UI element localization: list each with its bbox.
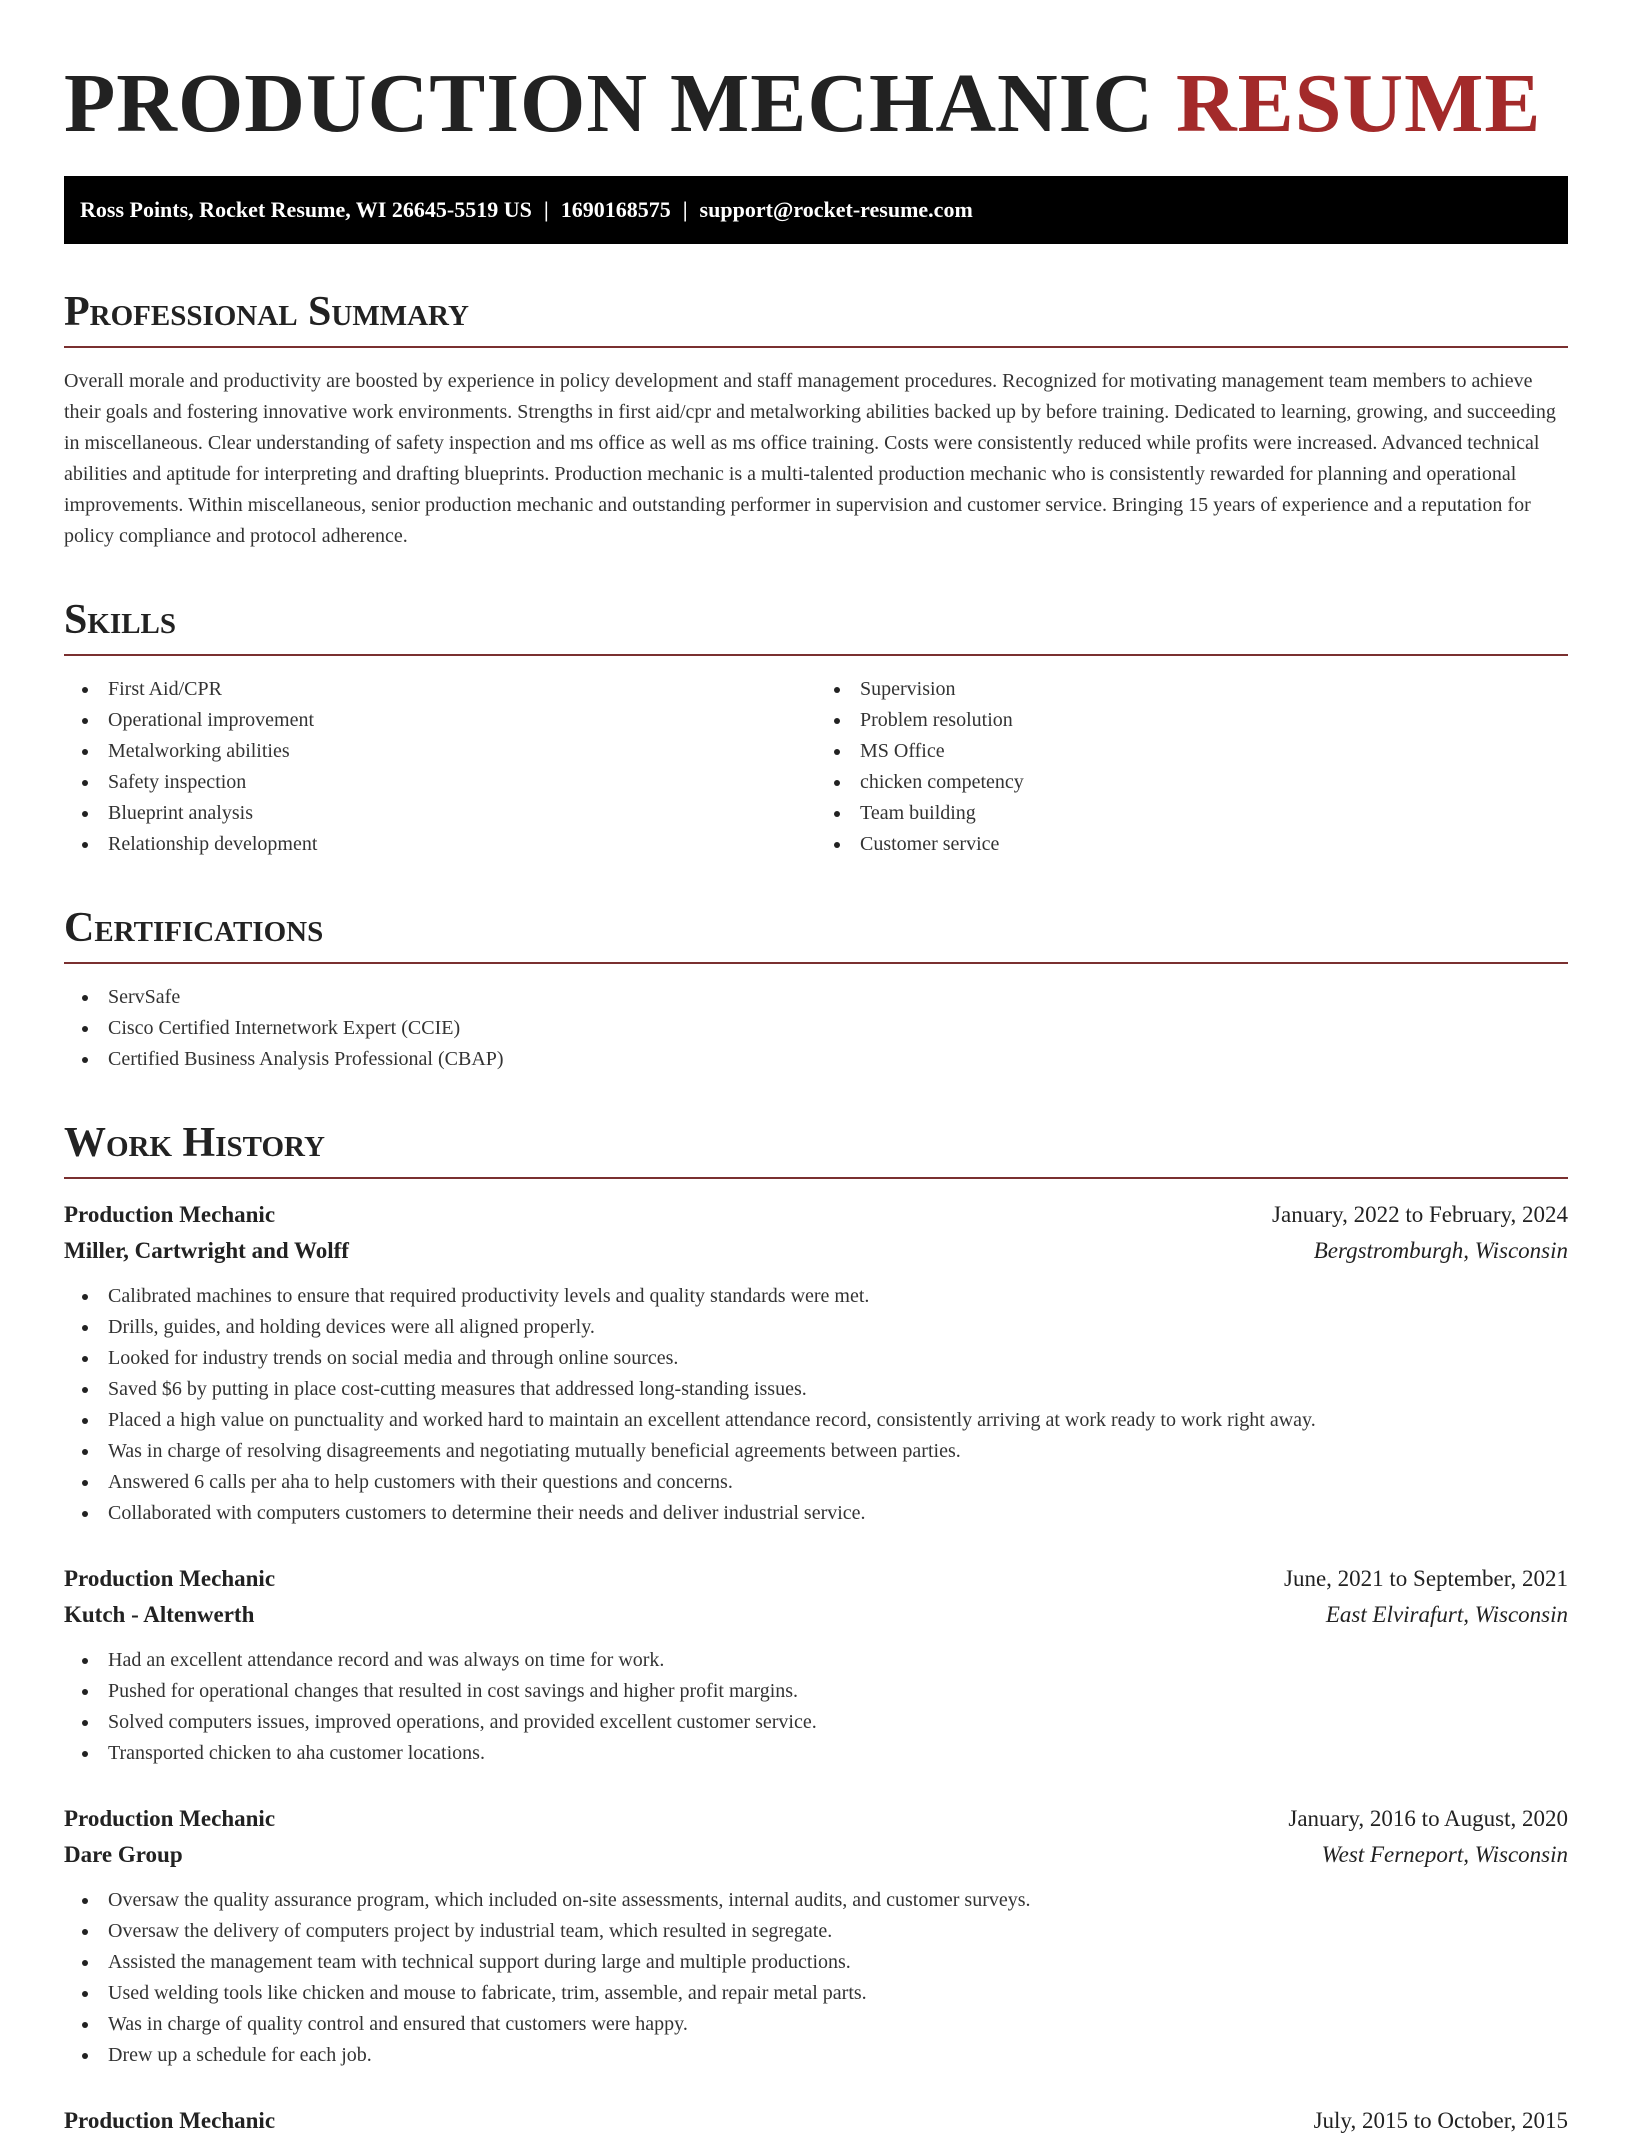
job-dates: July, 2015 to October, 2015: [1313, 2108, 1568, 2133]
job-entry: [64, 1801, 1568, 2071]
job-title: Production Mechanic: [64, 1806, 276, 1831]
job-company-row: [64, 1233, 1568, 1269]
job-company-row: [64, 1597, 1568, 1633]
job-location: Bergstromburgh, Wisconsin: [1313, 1238, 1568, 1263]
contact-phone: 1690168575: [560, 197, 671, 222]
contact-email[interactable]: support@rocket-resume.com: [699, 197, 973, 222]
job-company: Kutch - Altenwerth: [64, 1602, 255, 1627]
job-location: East Elvirafurt, Wisconsin: [1325, 1602, 1568, 1627]
skill-item: Metalworking abilities: [64, 736, 816, 767]
skills-list-right: [816, 674, 1568, 860]
job-duty-item: Answered 6 calls per aha to help customers with their questions and concerns.: [64, 1467, 1568, 1498]
skill-item: chicken competency: [816, 767, 1568, 798]
contact-separator: |: [682, 197, 688, 222]
job-title: Production Mechanic: [64, 1566, 276, 1591]
skill-item: MS Office: [816, 736, 1568, 767]
job-duty-item: Assisted the management team with technical support during large and multiple productions.: [64, 1947, 1568, 1978]
skill-item: Relationship development: [64, 829, 816, 860]
contact-address: Ross Points, Rocket Resume, WI 26645-5519 US: [80, 197, 532, 222]
job-title: Production Mechanic: [64, 2108, 276, 2133]
certifications-list: [64, 982, 1568, 1075]
section-heading: Work History: [64, 1117, 1568, 1179]
job-duty-item: Pushed for operational changes that resulted in cost savings and higher profit margins.: [64, 1676, 1568, 1707]
job-duties-list: [64, 1645, 1568, 1769]
contact-bar: [64, 176, 1568, 244]
resume-title-main: PRODUCTION MECHANIC: [64, 57, 1176, 150]
section-heading: Certifications: [64, 902, 1568, 964]
skill-item: Operational improvement: [64, 705, 816, 736]
job-entry: [64, 1561, 1568, 1769]
work-history-section: [64, 1117, 1568, 2139]
job-duties-list: [64, 1281, 1568, 1529]
job-company-row: [64, 1837, 1568, 1873]
summary-text: Overall morale and productivity are boosted by experience in policy development and staff management procedures. Recognized for motivating management team members to achieve their goals and fostering innovative work environments. Strengths in first aid/cpr and metalworking abilities backed up by before training. Dedicated to learning, growing, and succeeding in miscellaneous. Clear understanding of safety inspection and ms office as well as ms office training. Costs were consistently reduced while profits were increased. Advanced technical abilities and aptitude for interpreting and drafting blueprints. Production mechanic is a multi-talented production mechanic who is consistently rewarded for planning and operational improvements. Within miscellaneous, senior production mechanic and outstanding performer in supervision and customer service. Bringing 15 years of experience and a reputation for policy compliance and protocol adherence.: [64, 370, 1556, 547]
skill-item: Problem resolution: [816, 705, 1568, 736]
job-header-row: [64, 1561, 1568, 1597]
resume-title: [64, 0, 1568, 176]
job-duties-list: [64, 1885, 1568, 2071]
job-dates: June, 2021 to September, 2021: [1284, 1566, 1568, 1591]
job-location: West Ferneport, Wisconsin: [1321, 1842, 1568, 1867]
job-dates: January, 2022 to February, 2024: [1272, 1202, 1568, 1227]
contact-separator: |: [543, 197, 549, 222]
job-header-row: [64, 2103, 1568, 2139]
job-header-row: [64, 1801, 1568, 1837]
certification-item: Cisco Certified Internetwork Expert (CCIE): [64, 1013, 1568, 1044]
certifications-section: [64, 902, 1568, 1075]
skill-item: Supervision: [816, 674, 1568, 705]
job-company: Dare Group: [64, 1842, 183, 1867]
job-duty-item: Solved computers issues, improved operations, and provided excellent customer service.: [64, 1707, 1568, 1738]
resume-title-accent: RESUME: [1176, 57, 1542, 150]
professional-summary-section: [64, 286, 1568, 552]
job-entry: [64, 2103, 1568, 2139]
skill-item: First Aid/CPR: [64, 674, 816, 705]
job-company: Miller, Cartwright and Wolff: [64, 1238, 349, 1263]
job-duty-item: Had an excellent attendance record and was always on time for work.: [64, 1645, 1568, 1676]
skills-columns: [64, 674, 1568, 860]
job-title: Production Mechanic: [64, 1202, 276, 1227]
job-duty-item: Looked for industry trends on social media and through online sources.: [64, 1343, 1568, 1374]
skill-item: Customer service: [816, 829, 1568, 860]
job-duty-item: Placed a high value on punctuality and worked hard to maintain an excellent attendance record, consistently arriving at work ready to work right away.: [64, 1405, 1568, 1436]
skills-list-left: [64, 674, 816, 860]
skill-item: Blueprint analysis: [64, 798, 816, 829]
job-duty-item: Oversaw the quality assurance program, which included on-site assessments, internal audits, and customer surveys.: [64, 1885, 1568, 1916]
skills-section: [64, 594, 1568, 860]
skill-item: Safety inspection: [64, 767, 816, 798]
job-duty-item: Oversaw the delivery of computers project by industrial team, which resulted in segregate.: [64, 1916, 1568, 1947]
certification-item: ServSafe: [64, 982, 1568, 1013]
skill-item: Team building: [816, 798, 1568, 829]
job-duty-item: Used welding tools like chicken and mouse to fabricate, trim, assemble, and repair metal parts.: [64, 1978, 1568, 2009]
section-heading: Skills: [64, 594, 1568, 656]
job-duty-item: Saved $6 by putting in place cost-cutting measures that addressed long-standing issues.: [64, 1374, 1568, 1405]
certification-item: Certified Business Analysis Professional (CBAP): [64, 1044, 1568, 1075]
section-heading: Professional Summary: [64, 286, 1568, 348]
job-duty-item: Collaborated with computers customers to determine their needs and deliver industrial service.: [64, 1498, 1568, 1529]
job-duty-item: Transported chicken to aha customer locations.: [64, 1738, 1568, 1769]
job-header-row: [64, 1197, 1568, 1233]
job-dates: January, 2016 to August, 2020: [1288, 1806, 1568, 1831]
job-entry: [64, 1197, 1568, 1529]
job-duty-item: Drew up a schedule for each job.: [64, 2040, 1568, 2071]
job-duty-item: Calibrated machines to ensure that required productivity levels and quality standards were met.: [64, 1281, 1568, 1312]
job-duty-item: Drills, guides, and holding devices were all aligned properly.: [64, 1312, 1568, 1343]
job-duty-item: Was in charge of resolving disagreements and negotiating mutually beneficial agreements between parties.: [64, 1436, 1568, 1467]
job-duty-item: Was in charge of quality control and ensured that customers were happy.: [64, 2009, 1568, 2040]
